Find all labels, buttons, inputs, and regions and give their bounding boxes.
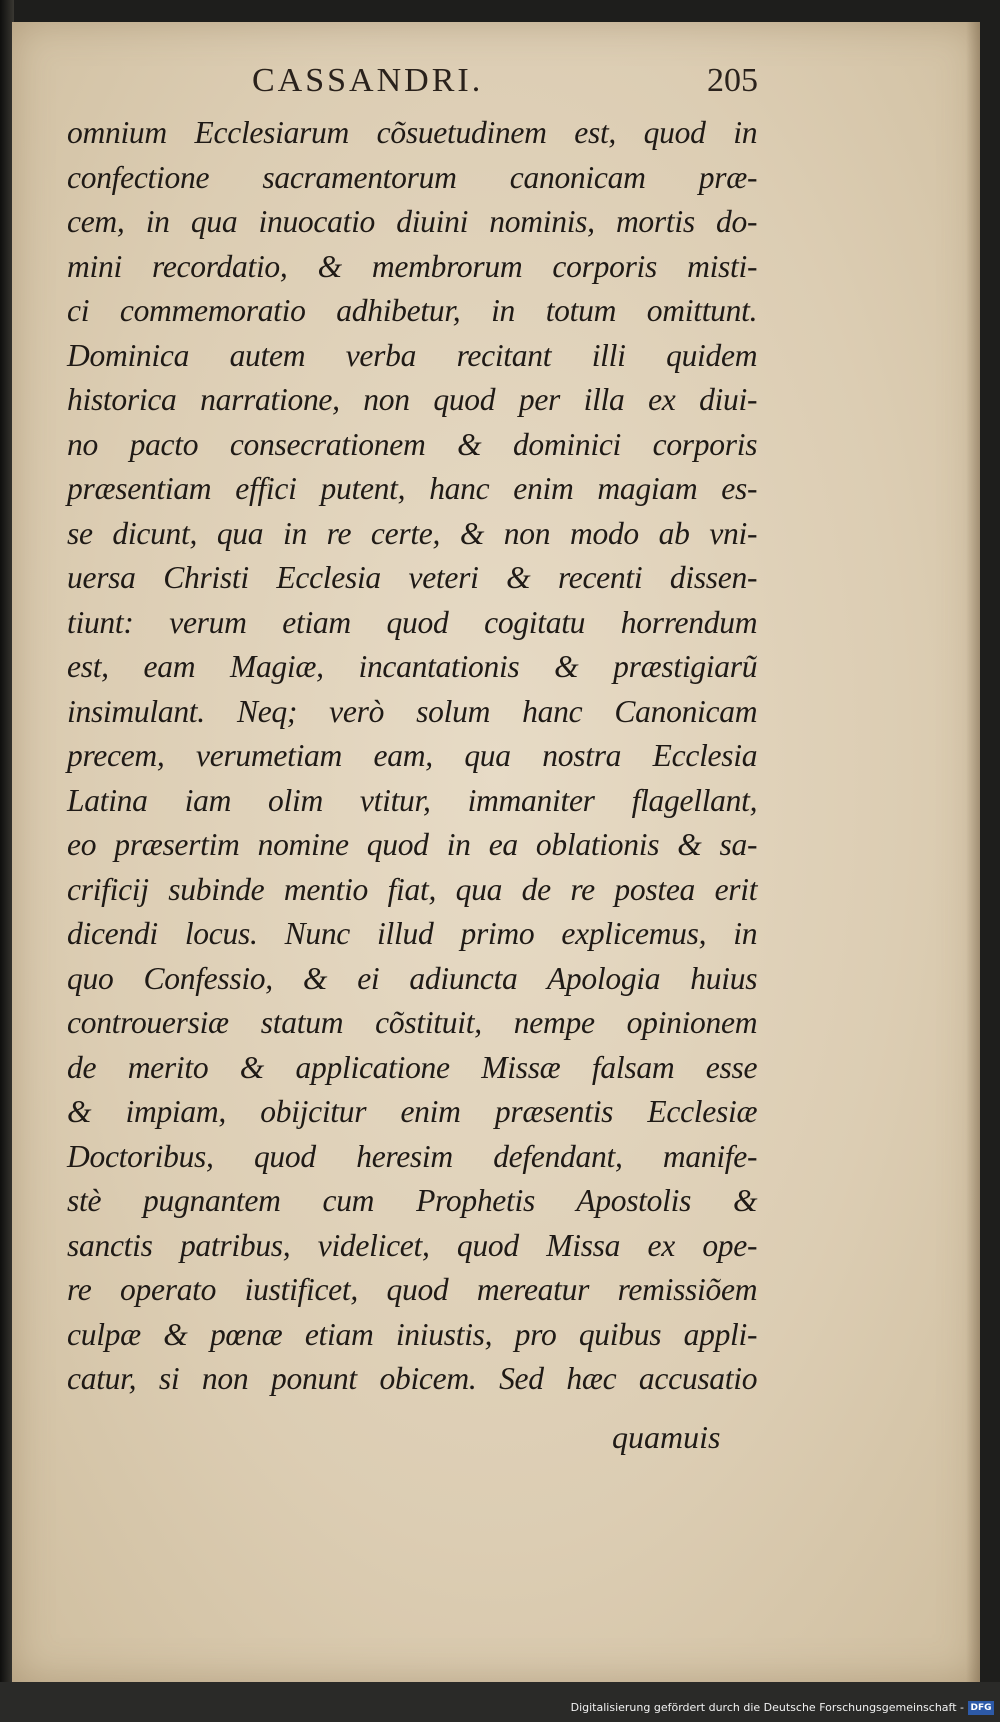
- text-line: no pacto consecrationem & dominici corporis: [67, 425, 758, 462]
- text-line: historica narratione, non quod per illa ex diui-: [67, 381, 758, 417]
- text-line: Latina iam olim vtitur, immaniter flagellant,: [67, 781, 758, 818]
- text-line: tiunt: verum etiam quod cogitatu horrendum: [67, 603, 758, 640]
- footer-bar: [0, 1682, 1000, 1722]
- page-edge-shadow: [966, 22, 980, 1682]
- text-line: quo Confessio, & ei adiuncta Apologia huius: [67, 959, 758, 996]
- dfg-logo-icon: DFG: [968, 1701, 994, 1715]
- text-line: sanctis patribus, videlicet, quod Missa ex ope-: [67, 1226, 758, 1263]
- text-line: confectione sacramentorum canonicam præ-: [67, 158, 758, 195]
- text-line: cem, in qua inuocatio diuini nominis, mortis do-: [67, 203, 758, 239]
- text-line: stè pugnantem cum Prophetis Apostolis &: [67, 1182, 758, 1218]
- running-head: CASSANDRI.: [252, 62, 484, 99]
- text-line: dicendi locus. Nunc illud primo explicemus, in: [67, 915, 758, 951]
- text-line: re operato iustificet, quod mereatur remissiõem: [67, 1271, 758, 1307]
- catchword: quamuis: [612, 1419, 721, 1455]
- page-number: 205: [707, 62, 758, 99]
- text-line: catur, si non ponunt obicem. Sed hæc accusatio: [67, 1360, 758, 1396]
- text-line: est, eam Magiæ, incantationis & præstigiarũ: [67, 648, 758, 684]
- text-line: Dominica autem verba recitant illi quidem: [67, 336, 758, 373]
- text-line: & impiam, obijcitur enim præsentis Ecclesiæ: [67, 1093, 758, 1129]
- body-text: [67, 110, 767, 1401]
- text-line: culpæ & pœnæ etiam iniustis, pro quibus appli-: [67, 1315, 758, 1352]
- text-line: se dicunt, qua in re certe, & non modo ab vni-: [67, 514, 758, 551]
- text-line: Doctoribus, quod heresim defendant, manife-: [67, 1137, 758, 1174]
- text-line: precem, verumetiam eam, qua nostra Ecclesia: [67, 737, 758, 773]
- text-line: crificij subinde mentio fiat, qua de re postea erit: [67, 870, 758, 907]
- text-line: controuersiæ statum cõstituit, nempe opinionem: [67, 1004, 758, 1040]
- text-line: de merito & applicatione Missæ falsam esse: [67, 1048, 758, 1085]
- text-line: mini recordatio, & membrorum corporis misti-: [67, 247, 758, 284]
- text-line: ci commemoratio adhibetur, in totum omittunt.: [67, 292, 758, 328]
- text-line: eo præsertim nomine quod in ea oblationis & sa-: [67, 826, 758, 862]
- book-page: [12, 22, 980, 1682]
- funding-notice: Digitalisierung gefördert durch die Deutsche Forschungsgemeinschaft -: [570, 1701, 964, 1714]
- text-line: omnium Ecclesiarum cõsuetudinem est, quod in: [67, 114, 758, 150]
- text-line: præsentiam effici putent, hanc enim magiam es-: [67, 470, 758, 506]
- text-line: insimulant. Neq; verò solum hanc Canonicam: [67, 692, 758, 729]
- text-line: uersa Christi Ecclesia veteri & recenti dissen-: [67, 559, 758, 595]
